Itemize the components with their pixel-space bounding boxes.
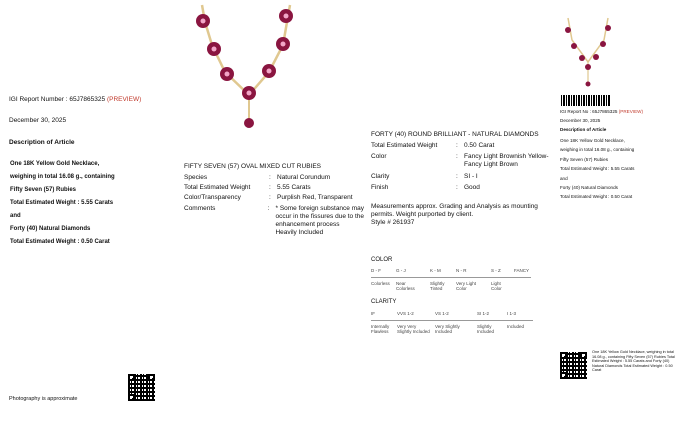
field-value: 5.55 Carats xyxy=(277,184,311,192)
diamonds-section: FORTY (40) ROUND BRILLIANT - NATURAL DIAMONDS Total Estimated Weight : 0.50 Carat Color : Fancy Light Brownish Yellow-Fancy Light Brown Clarity : SI - I Finish : Good Measurements approx. Grading and Analysis as mounting permits. Weight purported by client. Style # 261937 xyxy=(371,131,561,227)
style-number: Style # 261937 xyxy=(371,219,415,226)
field-label: Total Estimated Weight xyxy=(371,142,438,150)
description-line: Fifty Seven (57) Rubies xyxy=(10,187,77,193)
description-line: Forty (40) Natural Diamonds xyxy=(10,226,91,232)
clarity-grade: VS 1-2 xyxy=(435,311,449,316)
field-label: Finish xyxy=(371,183,389,191)
color-label: Light Color xyxy=(491,281,502,291)
field-label: Clarity xyxy=(371,172,390,180)
description-line: Total Estimated Weight : 0.50 Carat xyxy=(560,194,633,200)
color-grade: K - M xyxy=(430,268,441,273)
field-label: Color/Transparency xyxy=(184,194,241,202)
description-line: weighing in total 16.08 g., containing xyxy=(560,147,635,153)
clarity-grade: VVS 1-2 xyxy=(397,311,414,316)
measurement-note: Measurements approx. Grading and Analysis as mounting permits. Weight purported by client. xyxy=(371,202,538,218)
clarity-grade: I 1-3 xyxy=(507,311,517,316)
report-number xyxy=(9,96,141,104)
field-label: Comments xyxy=(184,204,216,212)
description-line: weighing in total 16.08 g., containing xyxy=(10,174,115,180)
field-label: Species xyxy=(184,174,208,182)
mini-qr-text: One 18K Yellow Gold Necklace, weighing in total 16.08 g., containing Fifty Seven (57) Rubies Total Estimated Weight : 5.55 Carats and Forty (40) Natural Diamonds Total Estimated Weight : 0.50 Carat xyxy=(592,350,675,373)
mini-preview-tag: (PREVIEW) xyxy=(618,109,643,114)
mini-report-number xyxy=(560,109,643,115)
description-line: Total Estimated Weight : 5.55 Carats xyxy=(10,200,114,206)
description-lines xyxy=(10,158,115,249)
description-line: and xyxy=(10,213,21,219)
color-label: Very Light Color xyxy=(456,281,477,291)
clarity-label: Slightly Included xyxy=(477,324,495,334)
color-grade: N - R xyxy=(456,268,467,273)
clarity-scale-title: CLARITY xyxy=(371,299,397,305)
field-value: 0.50 Carat xyxy=(464,142,495,150)
color-label: Near Colorless xyxy=(396,281,415,291)
field-value: Purplish Red, Transparent xyxy=(277,194,353,202)
color-label: Slightly Tinted xyxy=(430,281,445,291)
color-label: Colorless xyxy=(371,281,390,286)
report-number-label: IGI Report Number : 65J7865325 xyxy=(9,96,106,103)
field-label: Color xyxy=(371,153,387,161)
field-label: Total Estimated Weight xyxy=(184,184,251,192)
description-title: Description of Article xyxy=(9,139,75,146)
clarity-label: Very Slightly Included xyxy=(435,324,460,334)
field-value: SI - I xyxy=(464,172,478,180)
necklace-photo xyxy=(180,0,330,140)
barcode xyxy=(561,95,611,106)
mini-qr-code xyxy=(560,352,587,379)
field-value: * Some foreign substance may occur in the fissures due to the enhancement process xyxy=(275,204,365,228)
clarity-scale xyxy=(371,311,533,334)
description-line: Forty (40) Natural Diamonds xyxy=(560,185,618,191)
field-value-extra: Heavily Included xyxy=(275,228,324,236)
mini-report-label: IGI Report No : 65J7865325 xyxy=(560,109,618,114)
necklace-thumbnail xyxy=(560,0,620,90)
description-line: One 18K Yellow Gold Necklace, xyxy=(10,161,100,167)
clarity-grade: IF xyxy=(371,311,375,316)
clarity-label: Very Very Slightly Included xyxy=(397,324,430,334)
clarity-grade: SI 1-2 xyxy=(477,311,490,316)
mini-date: December 30, 2025 xyxy=(560,118,601,123)
description-line: Fifty Seven (57) Rubies xyxy=(560,156,608,162)
field-value: Good xyxy=(464,183,480,191)
color-grade: FANCY xyxy=(514,268,530,273)
description-line: Total Estimated Weight : 5.55 Carats xyxy=(560,166,635,172)
clarity-label: Included xyxy=(507,324,525,329)
color-grade: D - F xyxy=(371,268,381,273)
color-scale xyxy=(371,268,531,291)
color-grade: S - Z xyxy=(491,268,501,273)
color-grade: G - J xyxy=(396,268,406,273)
clarity-label: Internally Flawless xyxy=(371,324,390,334)
preview-tag: (PREVIEW) xyxy=(106,96,142,103)
field-value: Natural Corundum xyxy=(277,174,331,182)
rubies-title: FIFTY SEVEN (57) OVAL MIXED CUT RUBIES xyxy=(184,163,322,170)
report-date: December 30, 2025 xyxy=(9,117,67,124)
field-value: Fancy Light Brownish Yellow-Fancy Light Brown xyxy=(464,153,549,169)
diamonds-title: FORTY (40) ROUND BRILLIANT - NATURAL DIAMONDS xyxy=(371,131,539,138)
mini-description-title: Description of Article xyxy=(560,127,607,132)
rubies-section: FIFTY SEVEN (57) OVAL MIXED CUT RUBIES Species : Natural Corundum Total Estimated Weight : 5.55 Carats Color/Transparency : Purplish Red, Transparent Comments : * Some foreign substance may occur in the fissures due to the enhancement process Heavily Included xyxy=(184,163,365,236)
description-line: One 18K Yellow Gold Necklace, xyxy=(560,138,625,143)
qr-code xyxy=(128,374,155,401)
description-line: and xyxy=(560,175,568,181)
photo-disclaimer: Photography is approximate xyxy=(9,396,78,402)
color-scale-title: COLOR xyxy=(371,257,393,263)
description-line: Total Estimated Weight : 0.50 Carat xyxy=(10,239,110,245)
mini-description-lines xyxy=(560,136,634,202)
